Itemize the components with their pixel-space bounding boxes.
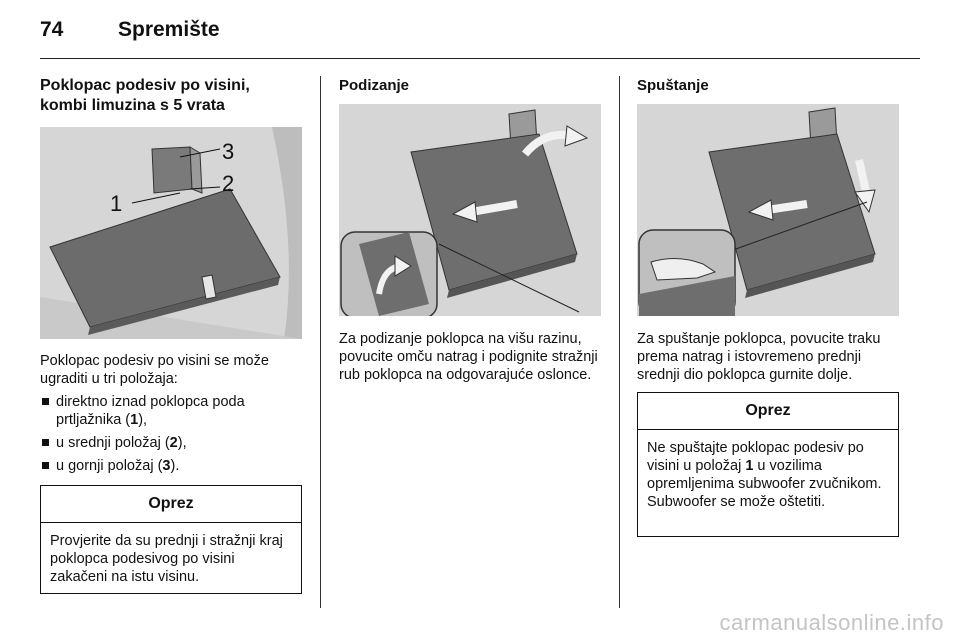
bullet-square-icon bbox=[42, 462, 49, 469]
raising-text: Za podizanje poklopca na višu razinu, povucite omču natrag i podignite stražnji rub poklopca na odgovarajuće oslonce. bbox=[339, 331, 598, 383]
column-2 bbox=[339, 76, 601, 384]
bullet-square-icon bbox=[42, 398, 49, 405]
caution-text: Ne spuštajte poklopac podesiv po visini u položaj 1 u vozilima opremljenima subwoofer zvučnikom. Subwoofer se može oštetiti. bbox=[647, 440, 882, 510]
caution-title: Oprez bbox=[41, 486, 301, 523]
chapter-title: Spremište bbox=[118, 18, 220, 41]
column-divider-1 bbox=[320, 76, 321, 608]
figure-raising bbox=[339, 104, 601, 316]
page-number: 74 bbox=[40, 18, 64, 41]
watermark: carmanualsonline.info bbox=[719, 610, 944, 635]
figure-cover-positions bbox=[40, 127, 302, 339]
callout-3: 3 bbox=[222, 139, 235, 164]
list-item: u srednji položaj (2), bbox=[40, 434, 302, 452]
caution-text: Provjerite da su prednji i stražnji kraj poklopca podesivog po visini zakačeni na istu visinu. bbox=[50, 533, 283, 585]
column-3 bbox=[637, 76, 899, 537]
page-header bbox=[40, 18, 920, 58]
callout-2: 2 bbox=[222, 171, 235, 196]
column-divider-2 bbox=[619, 76, 620, 608]
section-title-line-1: Poklopac podesiv po visini, bbox=[40, 77, 250, 94]
position-list bbox=[40, 393, 302, 475]
list-item: u gornji položaj (3). bbox=[40, 457, 302, 475]
cargo-cover-illustration bbox=[40, 127, 302, 339]
lowering-text: Za spuštanje poklopca, povucite traku prema natrag i istovremeno prednji srednji dio poklopca gurnite dolje. bbox=[637, 331, 881, 383]
column-1 bbox=[40, 76, 302, 594]
lowering-heading: Spuštanje bbox=[637, 77, 709, 94]
bullet-square-icon bbox=[42, 439, 49, 446]
raising-heading: Podizanje bbox=[339, 77, 410, 94]
lowering-illustration bbox=[637, 104, 899, 316]
raising-illustration bbox=[339, 104, 601, 316]
caution-box bbox=[40, 485, 302, 594]
caution-box bbox=[637, 392, 899, 537]
section-title bbox=[40, 76, 302, 116]
header-divider bbox=[40, 58, 920, 59]
section-title-line-2: kombi limuzina s 5 vrata bbox=[40, 97, 225, 114]
intro-text: Poklopac podesiv po visini se može ugraditi u tri položaja: bbox=[40, 353, 269, 387]
figure-lowering bbox=[637, 104, 899, 316]
list-item: direktno iznad poklopca poda prtljažnika (1), bbox=[40, 393, 302, 429]
callout-1: 1 bbox=[110, 191, 123, 216]
caution-title: Oprez bbox=[638, 393, 898, 430]
